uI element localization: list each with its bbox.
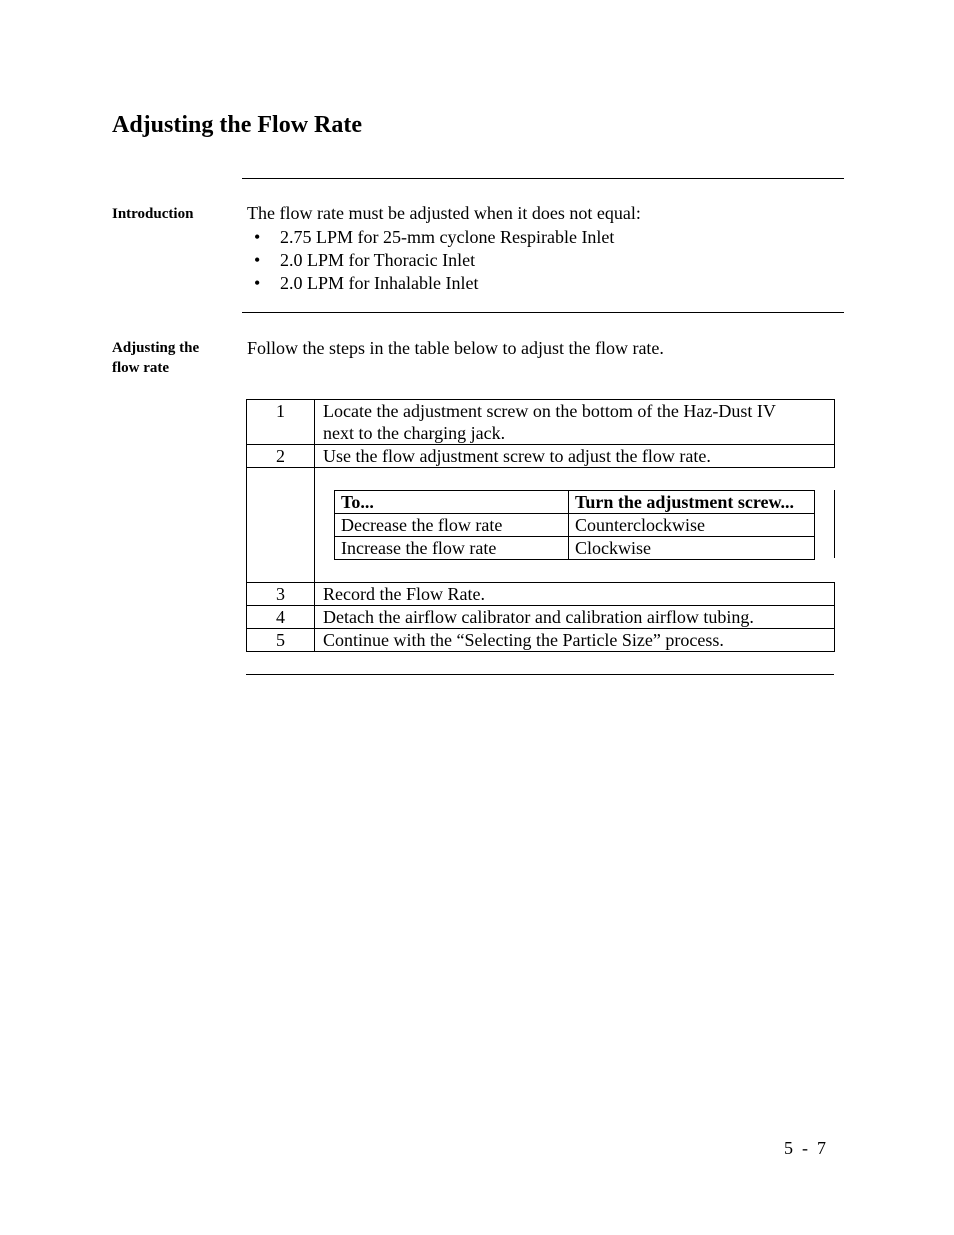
table-row xyxy=(247,400,835,445)
step-text: Detach the airflow calibrator and calibration airflow tubing. xyxy=(315,606,835,629)
cell-border-fragment xyxy=(834,490,835,558)
list-item: • 2.0 LPM for Thoracic Inlet xyxy=(254,250,476,270)
adjusting-lead: Follow the steps in the table below to adjust the flow rate. xyxy=(247,338,664,358)
table-row xyxy=(247,606,835,629)
screw-direction-table xyxy=(334,490,815,560)
step-number-empty xyxy=(247,468,315,583)
step-number: 4 xyxy=(247,606,315,629)
step-number: 3 xyxy=(247,583,315,606)
table-row xyxy=(247,629,835,652)
table-row xyxy=(335,537,815,560)
list-item: • 2.75 LPM for 25-mm cyclone Respirable Inlet xyxy=(254,227,615,247)
table-row xyxy=(247,583,835,606)
table-cell: Increase the flow rate xyxy=(335,537,569,560)
bullet-icon: • xyxy=(254,273,261,293)
step-text: Locate the adjustment screw on the bottom of the Haz-Dust IV next to the charging jack. xyxy=(315,400,835,445)
list-item: • 2.0 LPM for Inhalable Inlet xyxy=(254,273,479,293)
table-row xyxy=(335,514,815,537)
column-header: To... xyxy=(335,491,569,514)
step-text: Record the Flow Rate. xyxy=(315,583,835,606)
page-title: Adjusting the Flow Rate xyxy=(112,112,362,138)
step-number: 5 xyxy=(247,629,315,652)
table-row xyxy=(247,445,835,468)
section-divider xyxy=(242,312,844,313)
introduction-lead: The flow rate must be adjusted when it does not equal: xyxy=(247,203,641,223)
section-divider xyxy=(246,674,834,675)
table-header-row xyxy=(335,491,815,514)
step-text: Continue with the “Selecting the Particle Size” process. xyxy=(315,629,835,652)
section-divider xyxy=(242,178,844,179)
page-number: 5 - 7 xyxy=(784,1138,826,1158)
column-header: Turn the adjustment screw... xyxy=(569,491,815,514)
inlet-list xyxy=(254,226,614,295)
introduction-label: Introduction xyxy=(112,206,194,222)
table-cell: Counterclockwise xyxy=(569,514,815,537)
step-text: Use the flow adjustment screw to adjust the flow rate. xyxy=(315,445,835,468)
table-cell: Clockwise xyxy=(569,537,815,560)
step-number: 2 xyxy=(247,445,315,468)
table-cell: Decrease the flow rate xyxy=(335,514,569,537)
bullet-icon: • xyxy=(254,250,261,270)
step-number: 1 xyxy=(247,400,315,445)
adjusting-label: Adjusting the flow rate xyxy=(112,340,200,376)
bullet-icon: • xyxy=(254,227,261,247)
